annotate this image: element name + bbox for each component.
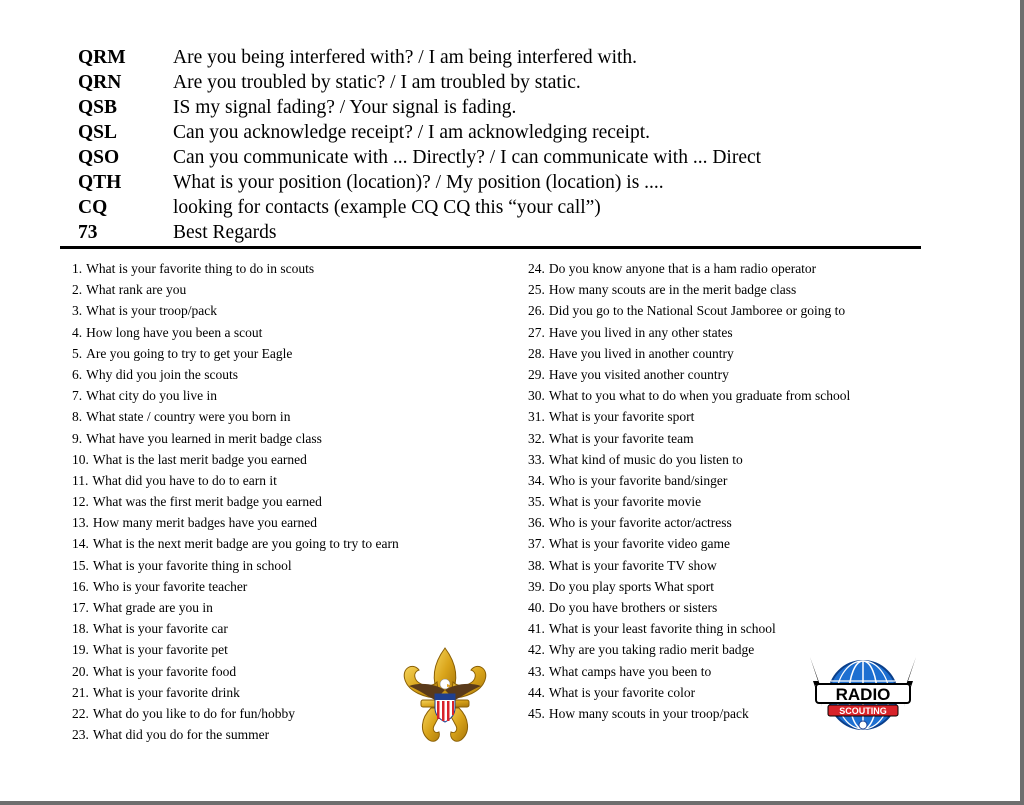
question-item [72, 724, 399, 745]
question-text: Have you visited another country [548, 366, 729, 382]
question-text: How many scouts are in the merit badge class [548, 282, 797, 298]
q-code-meaning: looking for contacts (example CQ CQ this “your call”) [173, 197, 601, 218]
question-number: 24. [528, 261, 545, 276]
q-code: CQ [78, 197, 108, 218]
question-number: 5. [72, 345, 83, 361]
question-text: Who is your favorite actor/actress [548, 515, 732, 531]
question-item [528, 406, 850, 427]
question-number: 41. [528, 621, 545, 637]
question-item [528, 428, 850, 449]
question-number: 39. [528, 578, 545, 594]
question-item [528, 703, 850, 724]
question-text: What is your favorite car [92, 621, 228, 637]
q-code-row [78, 145, 761, 170]
question-item [528, 576, 850, 597]
question-item [528, 279, 850, 300]
question-number: 12. [72, 494, 89, 510]
question-item [72, 385, 399, 406]
question-text: Who is your favorite teacher [92, 578, 248, 594]
question-item [528, 449, 850, 470]
question-text: What is the last merit badge you earned [92, 451, 307, 467]
q-code-meaning: Best Regards [173, 222, 277, 243]
question-number: 40. [528, 600, 545, 615]
question-number: 26. [528, 303, 545, 319]
question-item [72, 639, 399, 660]
question-text: What is the next merit badge are you going to try to earn [92, 536, 399, 552]
question-text: What is your favorite drink [92, 684, 240, 700]
question-text: What is your favorite movie [548, 494, 702, 510]
question-item [72, 258, 399, 279]
question-item [72, 703, 399, 724]
question-text: What is your favorite thing in school [92, 557, 292, 573]
question-number: 15. [72, 557, 89, 573]
scouting-logo-word: SCOUTING [839, 706, 887, 716]
question-item [72, 279, 399, 300]
question-item [528, 682, 850, 703]
question-item [72, 661, 399, 682]
question-item [72, 682, 399, 703]
question-item [72, 428, 399, 449]
question-item [72, 322, 399, 343]
question-number: 20. [72, 663, 89, 679]
question-item [528, 639, 850, 660]
question-text: Do you have brothers or sisters [548, 600, 718, 615]
question-number: 45. [528, 705, 545, 721]
question-number: 42. [528, 642, 545, 658]
q-code: 73 [78, 222, 98, 243]
question-item [72, 618, 399, 639]
question-number: 1. [72, 261, 83, 276]
question-text: What is your favorite food [92, 663, 237, 679]
question-item [72, 555, 399, 576]
question-text: What have you learned in merit badge class [86, 430, 322, 446]
question-number: 18. [72, 621, 89, 637]
question-item [72, 491, 399, 512]
q-code-row [78, 95, 761, 120]
question-text: What state / country were you born in [86, 409, 291, 425]
question-item [528, 491, 850, 512]
question-item [72, 449, 399, 470]
question-item [528, 661, 850, 682]
question-number: 13. [72, 515, 89, 531]
q-code-meaning: Are you troubled by static? / I am troubled by static. [173, 72, 581, 93]
question-text: How long have you been a scout [86, 324, 263, 340]
question-number: 33. [528, 451, 545, 467]
question-number: 31. [528, 409, 545, 425]
question-text: What is your favorite TV show [548, 557, 717, 573]
question-text: What is your least favorite thing in school [548, 621, 776, 637]
section-divider [60, 246, 921, 249]
question-item [72, 406, 399, 427]
question-item [528, 385, 850, 406]
q-code-row [78, 195, 761, 220]
question-number: 29. [528, 366, 545, 382]
question-item [528, 258, 850, 279]
question-item [72, 300, 399, 321]
question-number: 3. [72, 303, 83, 319]
question-item [528, 597, 850, 618]
question-item [528, 555, 850, 576]
q-code-row [78, 220, 761, 245]
question-item [72, 343, 399, 364]
q-code-meaning: What is your position (location)? / My position (location) is .... [173, 172, 664, 193]
question-number: 2. [72, 282, 83, 298]
q-code-meaning: Can you acknowledge receipt? / I am acknowledging receipt. [173, 122, 651, 143]
question-number: 9. [72, 430, 83, 446]
question-text: Are you going to try to get your Eagle [86, 345, 293, 361]
question-text: Why did you join the scouts [86, 366, 238, 382]
question-text: What grade are you in [92, 600, 213, 615]
question-text: What is your favorite color [548, 684, 696, 700]
question-text: What camps have you been to [548, 663, 712, 679]
question-number: 4. [72, 324, 83, 340]
question-number: 21. [72, 684, 89, 700]
question-number: 27. [528, 324, 545, 340]
question-number: 32. [528, 430, 545, 446]
question-number: 19. [72, 642, 89, 658]
question-number: 35. [528, 494, 545, 510]
question-text: Do you know anyone that is a ham radio operator [548, 261, 817, 276]
question-item [72, 470, 399, 491]
question-item [528, 300, 850, 321]
question-item [528, 512, 850, 533]
question-number: 28. [528, 345, 545, 361]
question-text: Who is your favorite band/singer [548, 472, 728, 488]
q-code-row [78, 170, 761, 195]
question-text: Did you go to the National Scout Jamboree or going to [548, 303, 846, 319]
question-item [528, 533, 850, 554]
question-text: What is your troop/pack [86, 303, 217, 319]
question-text: What is your favorite team [548, 430, 694, 446]
question-number: 6. [72, 366, 83, 382]
q-code: QSL [78, 122, 118, 143]
question-item [72, 597, 399, 618]
question-text: What was the first merit badge you earned [92, 494, 322, 510]
question-text: What do you like to do for fun/hobby [92, 705, 295, 721]
question-item [528, 322, 850, 343]
q-code: QTH [78, 172, 122, 193]
question-item [528, 364, 850, 385]
question-number: 7. [72, 388, 83, 404]
question-number: 44. [528, 684, 545, 700]
question-number: 25. [528, 282, 545, 298]
question-text: What did you do for the summer [92, 727, 270, 743]
q-code: QRM [78, 47, 126, 68]
question-text: What to you what to do when you graduate from school [548, 388, 851, 404]
question-number: 11. [72, 472, 89, 488]
q-code-meaning: IS my signal fading? / Your signal is fading. [173, 97, 517, 118]
scout-fleur-de-lis-logo [395, 646, 495, 746]
question-number: 36. [528, 515, 545, 531]
question-number: 14. [72, 536, 89, 552]
questions-column-left [72, 258, 399, 745]
question-text: What did you have to do to earn it [92, 472, 277, 488]
question-text: What is your favorite pet [92, 642, 228, 658]
question-text: Why are you taking radio merit badge [548, 642, 755, 658]
question-text: How many merit badges have you earned [92, 515, 318, 531]
question-text: Do you play sports What sport [548, 578, 714, 594]
question-text: What kind of music do you listen to [548, 451, 743, 467]
question-item [528, 343, 850, 364]
q-code-meaning: Can you communicate with ... Directly? / I can communicate with ... Direct [173, 147, 762, 168]
q-code-row [78, 120, 761, 145]
question-text: What is your favorite thing to do in scouts [86, 261, 315, 276]
question-text: What is your favorite video game [548, 536, 730, 552]
q-code: QSB [78, 97, 118, 118]
question-number: 43. [528, 663, 545, 679]
question-number: 10. [72, 451, 89, 467]
radio-logo-word: RADIO [835, 685, 891, 704]
radio-scouting-logo [806, 655, 920, 737]
question-number: 8. [72, 409, 83, 425]
question-text: Have you lived in another country [548, 345, 734, 361]
questions-column-right [528, 258, 850, 724]
q-code: QSO [78, 147, 120, 168]
q-code-meaning: Are you being interfered with? / I am being interfered with. [173, 47, 638, 68]
question-item [528, 618, 850, 639]
question-number: 22. [72, 705, 89, 721]
question-text: What rank are you [86, 282, 187, 298]
question-text: How many scouts in your troop/pack [548, 705, 749, 721]
question-number: 16. [72, 578, 89, 594]
question-item [72, 512, 399, 533]
q-code-row [78, 45, 761, 70]
question-number: 23. [72, 727, 89, 743]
q-code-row [78, 70, 761, 95]
question-number: 17. [72, 600, 89, 615]
question-item [528, 470, 850, 491]
question-number: 30. [528, 388, 545, 404]
question-number: 34. [528, 472, 545, 488]
question-text: What city do you live in [86, 388, 217, 404]
question-item [72, 533, 399, 554]
q-code-list [78, 45, 761, 245]
question-item [72, 576, 399, 597]
question-item [72, 364, 399, 385]
question-number: 37. [528, 536, 545, 552]
question-text: Have you lived in any other states [548, 324, 733, 340]
question-text: What is your favorite sport [548, 409, 695, 425]
q-code: QRN [78, 72, 122, 93]
question-number: 38. [528, 557, 545, 573]
